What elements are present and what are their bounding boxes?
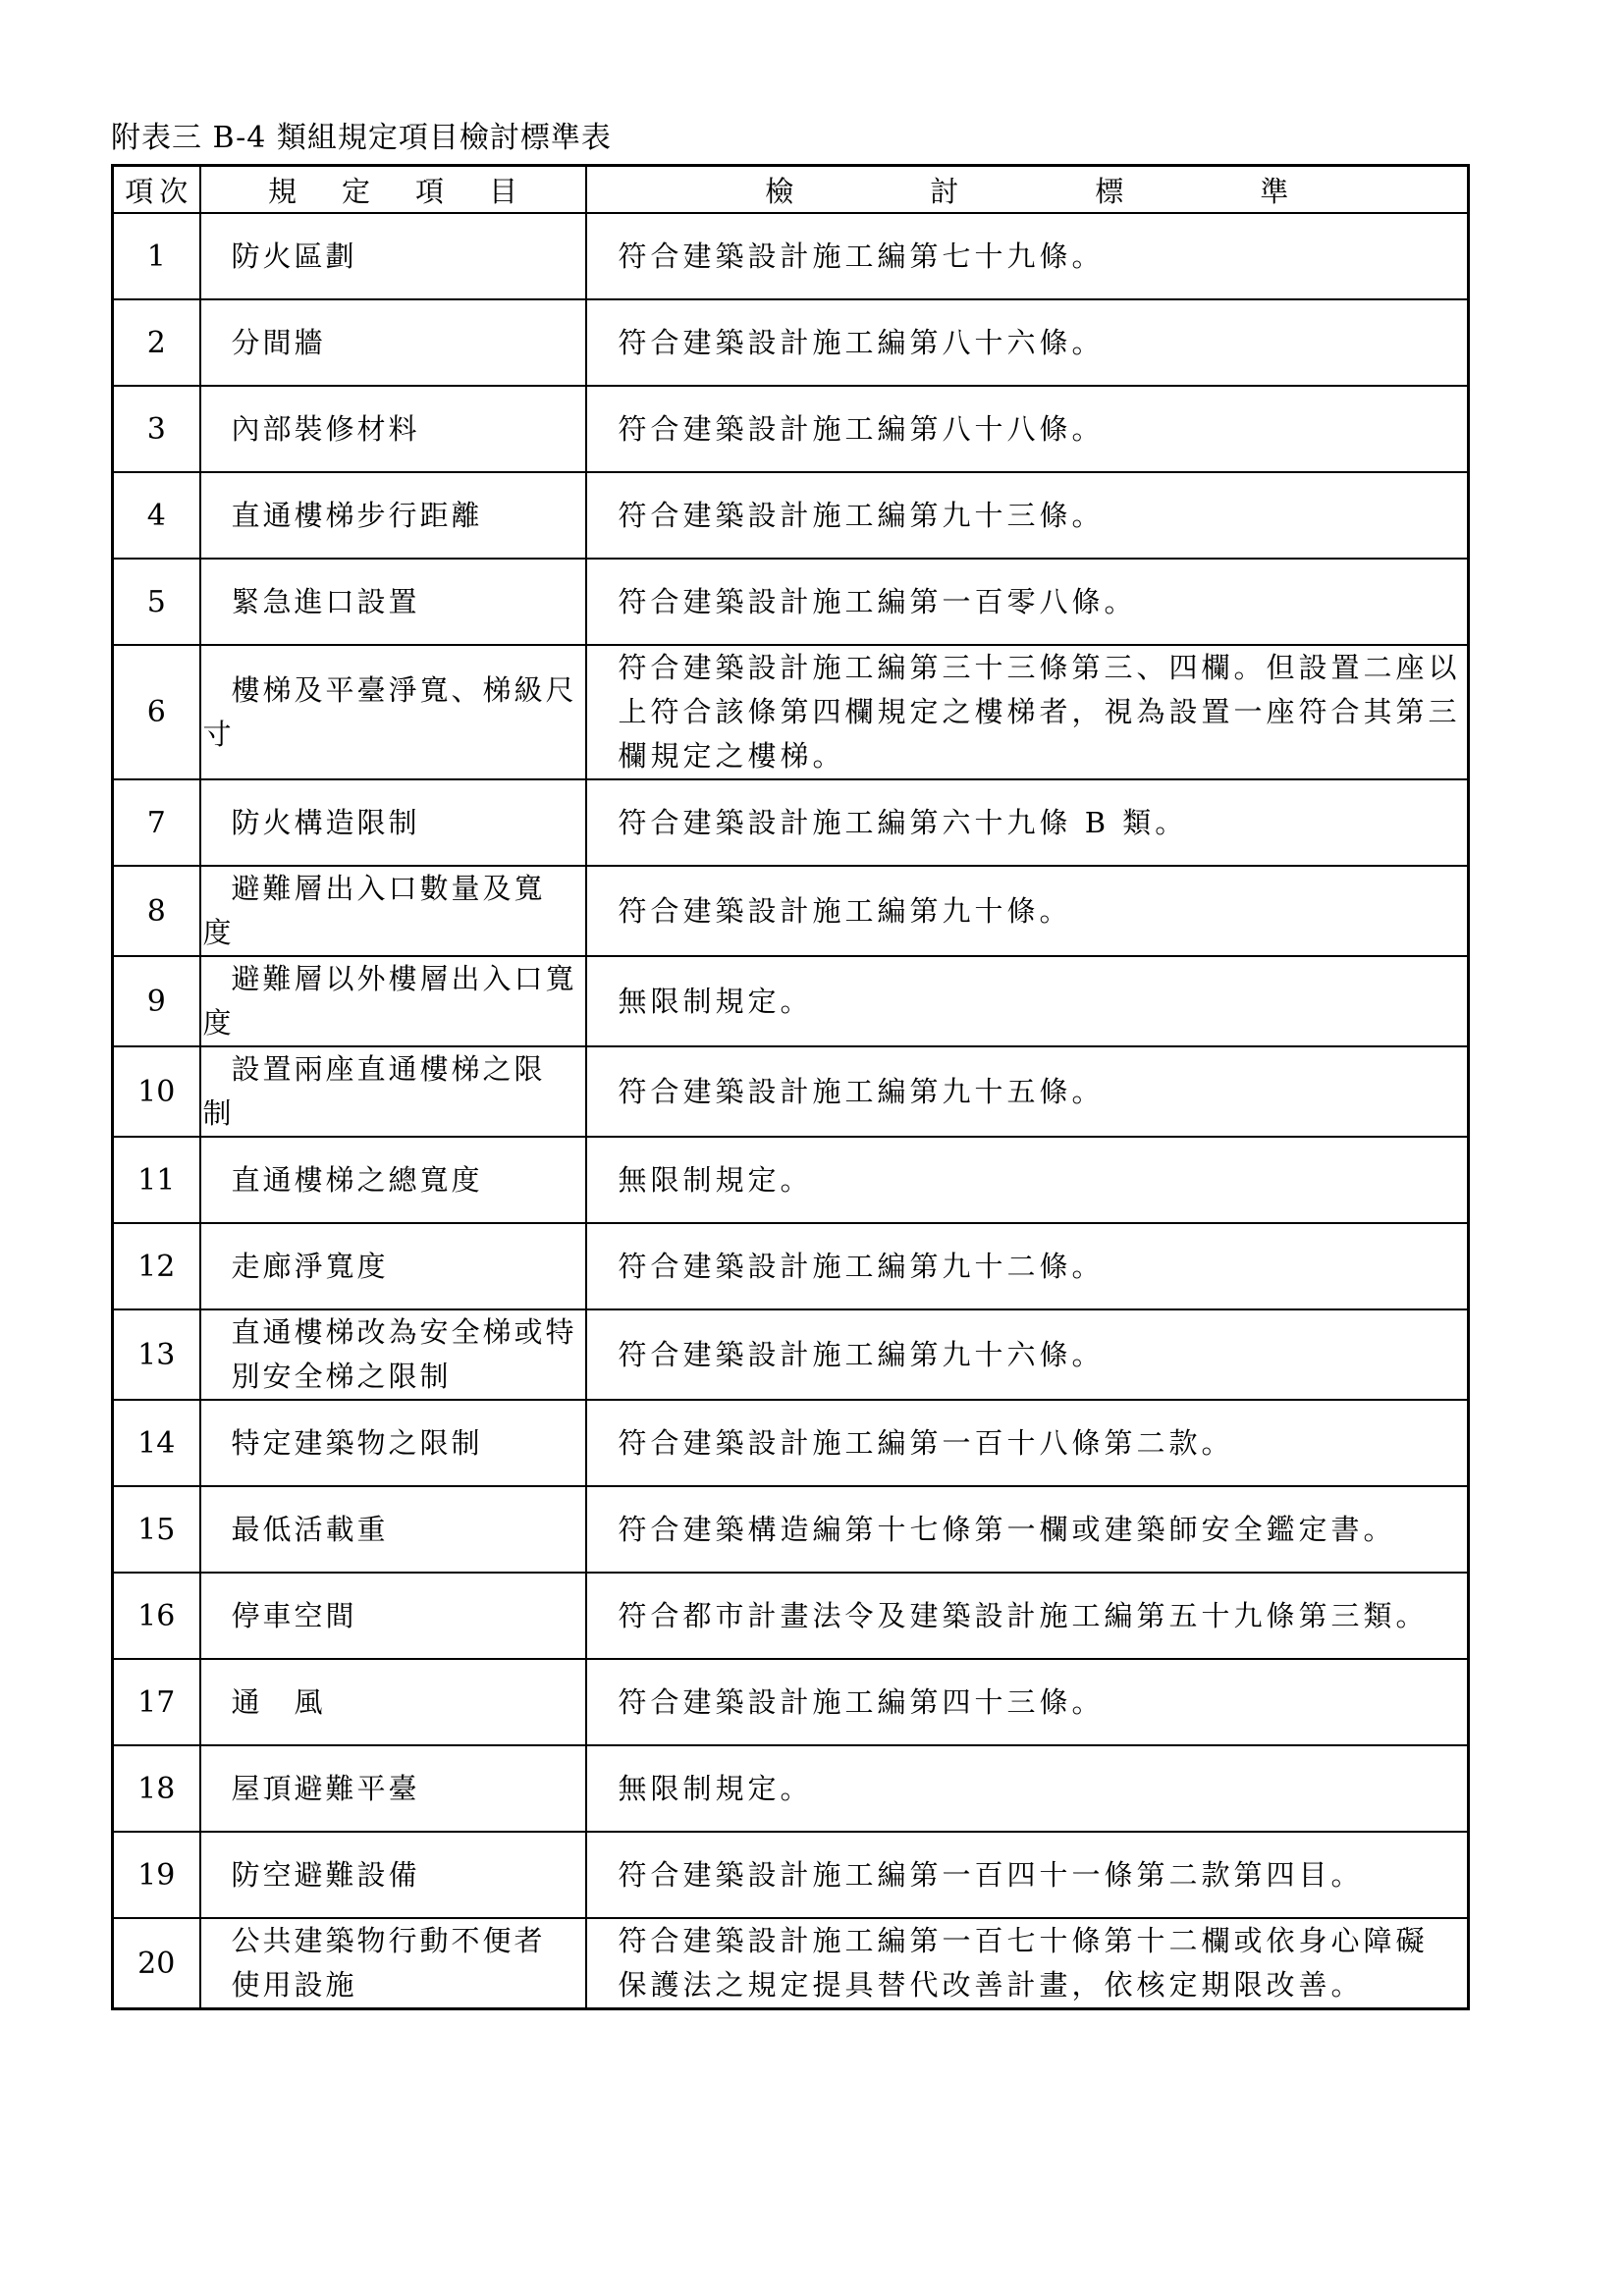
item-name-cell [200,1486,586,1573]
standard-text-line: 符合建築設計施工編第八十六條。 [618,325,1105,359]
item-number: 19 [113,1832,200,1918]
standard-text-line: 符合建築設計施工編第九十三條。 [618,498,1105,532]
item-name-cell [200,1659,586,1745]
item-name-cell [200,779,586,866]
standard-text-line: 無限制規定。 [618,984,813,1018]
item-text-line: 度 [202,1006,235,1040]
item-name-cell [200,386,586,472]
standard-cell [586,472,1469,559]
item-number: 9 [113,956,200,1046]
item-text-line: 避難層出入口數量及寬 [231,872,546,905]
standard-text-line: 符合建築設計施工編第八十八條。 [618,411,1105,446]
table-row [113,1309,1469,1400]
item-text-line: 通 風 [231,1684,326,1719]
standard-cell [586,559,1469,645]
item-name-cell [200,956,586,1046]
standard-cell [586,1137,1469,1223]
item-number: 6 [113,645,200,779]
table-row [113,645,1469,779]
table-row [113,1745,1469,1832]
item-text-line: 公共建築物行動不便者 [231,1924,546,1957]
standard-text-line: 符合建築設計施工編第九十條。 [618,893,1072,928]
header-row [113,166,1469,214]
item-number: 8 [113,866,200,956]
item-number: 7 [113,779,200,866]
standard-text-line: 符合建築設計施工編第三十三條第三、四欄。但設置二座以 [618,651,1461,684]
standard-text-line: 無限制規定。 [618,1771,813,1805]
standard-text-line: 保護法之規定提具替代改善計畫，依核定期限改善。 [618,1968,1364,2002]
standard-text-line: 欄規定之樓梯。 [618,739,845,773]
standard-text-line: 符合建築設計施工編第四十三條。 [618,1684,1105,1719]
item-name-cell [200,299,586,386]
standard-cell [586,1223,1469,1309]
standard-cell [586,299,1469,386]
standard-cell [586,1659,1469,1745]
standard-cell [586,1573,1469,1659]
standard-text-line: 符合建築設計施工編第七十九條。 [618,239,1105,273]
table-row [113,779,1469,866]
item-number: 15 [113,1486,200,1573]
table-row [113,1223,1469,1309]
item-number: 11 [113,1137,200,1223]
item-number: 16 [113,1573,200,1659]
standard-cell [586,1918,1469,2009]
table-row [113,559,1469,645]
standard-text-line: 無限制規定。 [618,1162,813,1197]
table-row [113,1573,1469,1659]
item-number: 1 [113,213,200,299]
item-text-line: 屋頂避難平臺 [231,1771,420,1805]
item-name-cell [200,1400,586,1486]
standard-text-line: 符合建築構造編第十七條第一欄或建築師安全鑑定書。 [618,1512,1396,1546]
standard-text-line: 符合建築設計施工編第一百七十條第十二欄或依身心障礙 [618,1924,1429,1957]
header-standard: 檢討標準 [586,166,1469,214]
item-name-cell [200,1137,586,1223]
table-row [113,213,1469,299]
item-number: 18 [113,1745,200,1832]
item-number: 3 [113,386,200,472]
standard-text-line: 符合都市計畫法令及建築設計施工編第五十九條第三類。 [618,1598,1429,1632]
header-item-number: 項次 [113,166,200,214]
item-text-line: 直通樓梯之總寬度 [231,1162,483,1197]
item-text-line: 直通樓梯改為安全梯或特 [231,1315,577,1349]
item-name-cell [200,1918,586,2009]
item-name-cell [200,1223,586,1309]
item-text-line: 防空避難設備 [231,1857,420,1892]
table-row [113,1046,1469,1137]
table-row [113,1832,1469,1918]
item-text-line: 度 [202,916,235,949]
item-text-line: 寸 [202,717,235,751]
item-text-line: 避難層以外樓層出入口寬 [231,962,577,995]
item-text-line: 停車空間 [231,1598,357,1632]
standard-cell [586,386,1469,472]
standard-cell [586,866,1469,956]
item-name-cell [200,866,586,956]
standards-table [111,164,1470,2010]
table-row [113,386,1469,472]
standard-text-line: 符合建築設計施工編第六十九條 B 類。 [618,805,1188,839]
item-number: 13 [113,1309,200,1400]
standard-cell [586,1400,1469,1486]
item-text-line: 直通樓梯步行距離 [231,498,483,532]
table-row [113,1918,1469,2009]
standard-cell [586,779,1469,866]
item-text-line: 防火區劃 [231,239,357,273]
item-number: 10 [113,1046,200,1137]
standard-cell [586,1046,1469,1137]
item-text-line: 特定建築物之限制 [231,1425,483,1460]
item-text-line: 別安全梯之限制 [231,1360,452,1393]
standard-cell [586,645,1469,779]
standard-text-line: 符合建築設計施工編第九十六條。 [618,1337,1105,1371]
standard-cell [586,1309,1469,1400]
item-name-cell [200,645,586,779]
header-item-name: 規定項目 [200,166,586,214]
table-row [113,299,1469,386]
standard-text-line: 符合建築設計施工編第九十五條。 [618,1074,1105,1108]
item-name-cell [200,472,586,559]
item-text-line: 分間牆 [231,325,326,359]
item-text-line: 走廊淨寬度 [231,1249,389,1283]
item-text-line: 樓梯及平臺淨寬、梯級尺 [231,672,577,707]
item-number: 17 [113,1659,200,1745]
standard-cell [586,1745,1469,1832]
item-number: 4 [113,472,200,559]
standard-text-line: 上符合該條第四欄規定之樓梯者，視為設置一座符合其第三 [618,695,1461,728]
item-text-line: 使用設施 [231,1968,357,2002]
item-number: 20 [113,1918,200,2009]
item-text-line: 內部裝修材料 [231,411,420,446]
table-row [113,1400,1469,1486]
item-text-line: 最低活載重 [231,1512,389,1546]
standard-text-line: 符合建築設計施工編第一百四十一條第二款第四目。 [618,1857,1364,1892]
page-title: 附表三 B-4 類組規定項目檢討標準表 [111,121,612,155]
item-name-cell [200,1046,586,1137]
standard-cell [586,956,1469,1046]
item-text-line: 緊急進口設置 [231,584,420,618]
table-body [113,213,1469,2009]
item-number: 14 [113,1400,200,1486]
standard-text-line: 符合建築設計施工編第九十二條。 [618,1249,1105,1283]
table-row [113,866,1469,956]
item-number: 2 [113,299,200,386]
standard-cell [586,1832,1469,1918]
table-row [113,956,1469,1046]
table-row [113,1659,1469,1745]
standard-text-line: 符合建築設計施工編第一百零八條。 [618,584,1137,618]
item-number: 12 [113,1223,200,1309]
item-number: 5 [113,559,200,645]
item-name-cell [200,213,586,299]
item-name-cell [200,1573,586,1659]
standard-cell [586,213,1469,299]
item-text-line: 設置兩座直通樓梯之限 [231,1052,546,1086]
standard-text-line: 符合建築設計施工編第一百十八條第二款。 [618,1425,1234,1460]
table-row [113,1486,1469,1573]
item-name-cell [200,1309,586,1400]
item-name-cell [200,1832,586,1918]
item-name-cell [200,1745,586,1832]
table-row [113,1137,1469,1223]
table-row [113,472,1469,559]
item-text-line: 制 [202,1096,235,1130]
item-text-line: 防火構造限制 [231,805,420,839]
standard-cell [586,1486,1469,1573]
item-name-cell [200,559,586,645]
